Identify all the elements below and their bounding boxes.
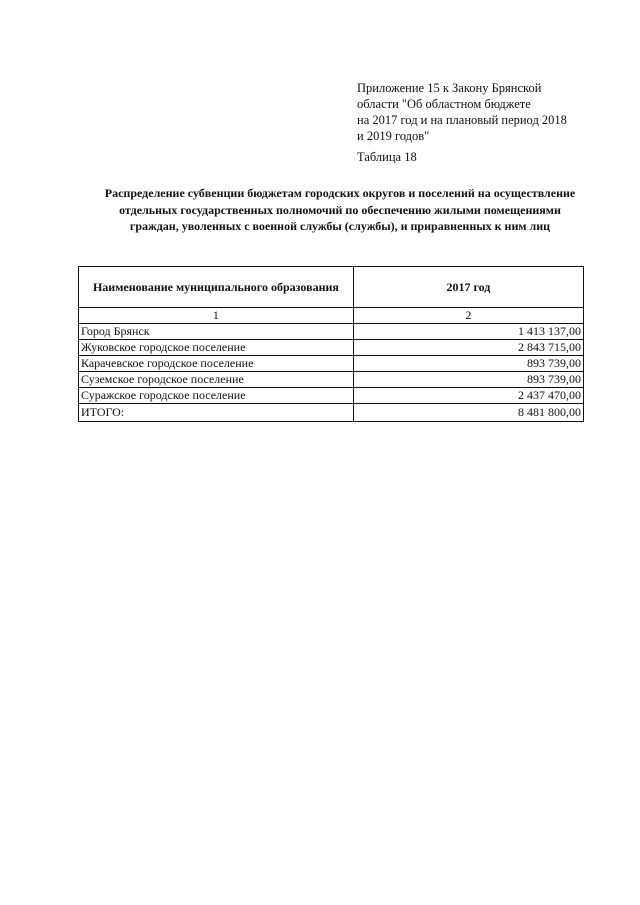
- municipality-name: Суражское городское поселение: [79, 388, 354, 404]
- amount-cell: 1 413 137,00: [353, 324, 583, 340]
- appendix-line: области "Об областном бюджете: [357, 97, 531, 111]
- total-label: ИТОГО:: [79, 404, 354, 422]
- column-header-name: Наименование муниципального образования: [79, 267, 354, 308]
- amount-cell: 893 739,00: [353, 356, 583, 372]
- table-row: [79, 388, 584, 404]
- table-row: [79, 356, 584, 372]
- column-header-year: 2017 год: [353, 267, 583, 308]
- column-number-row: [79, 308, 584, 324]
- table-row: [79, 340, 584, 356]
- appendix-line: и 2019 годов": [357, 129, 430, 143]
- amount-cell: 893 739,00: [353, 372, 583, 388]
- title-line: Распределение субвенции бюджетам городских округов и поселений на осуществление: [104, 186, 576, 200]
- amount-cell: 2 437 470,00: [353, 388, 583, 404]
- subvention-table: [78, 266, 584, 422]
- table-header-row: [79, 267, 584, 308]
- total-row: [79, 404, 584, 422]
- municipality-name: Суземское городское поселение: [79, 372, 354, 388]
- title-line: граждан, уволенных с военной службы (службы), и приравненных к ним лиц: [129, 219, 551, 233]
- table-label: Таблица 18: [357, 150, 417, 164]
- appendix-note: [357, 80, 617, 144]
- document-title: [60, 185, 620, 235]
- table-row: [79, 372, 584, 388]
- column-number: 2: [353, 308, 583, 324]
- amount-cell: 2 843 715,00: [353, 340, 583, 356]
- title-line: отдельных государственных полномочий по обеспечению жилыми помещениями: [119, 202, 561, 217]
- municipality-name: Жуковское городское поселение: [79, 340, 354, 356]
- total-amount: 8 481 800,00: [353, 404, 583, 422]
- appendix-line: на 2017 год и на плановый период 2018: [357, 113, 567, 127]
- appendix-line: Приложение 15 к Закону Брянской: [357, 81, 542, 95]
- table-row: [79, 324, 584, 340]
- municipality-name: Карачевское городское поселение: [79, 356, 354, 372]
- municipality-name: Город Брянск: [79, 324, 354, 340]
- column-number: 1: [79, 308, 354, 324]
